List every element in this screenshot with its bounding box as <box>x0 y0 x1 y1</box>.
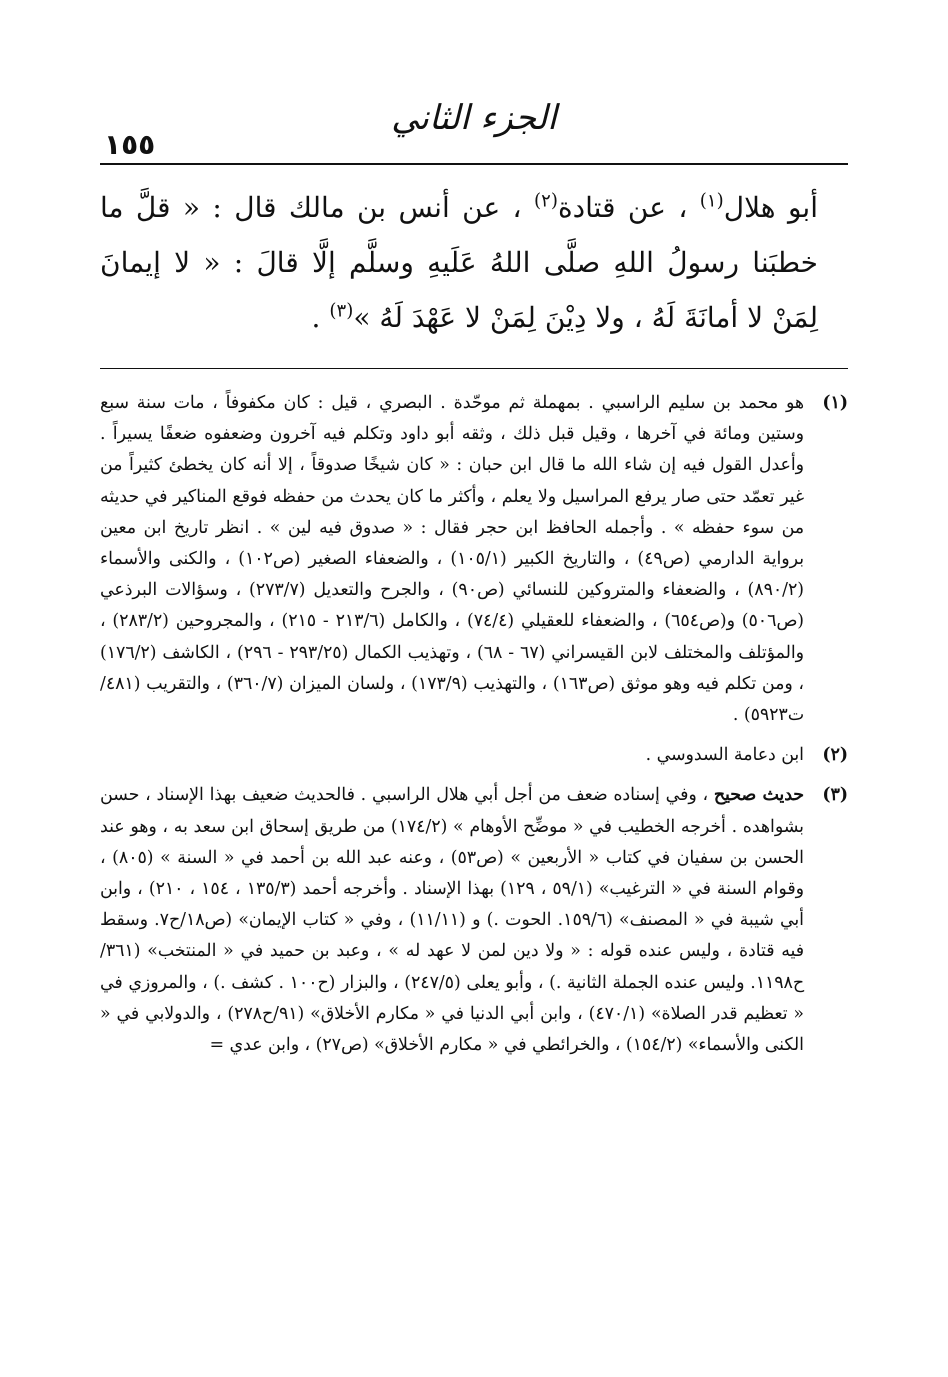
footnote-ref-1: (١) <box>699 190 724 212</box>
footnote-text <box>100 740 804 771</box>
footnote-3 <box>100 780 848 1061</box>
footnote-ref-3: (٣) <box>329 300 354 322</box>
main-text <box>100 180 818 345</box>
footnote-divider <box>100 368 848 369</box>
main-text-part-4: . <box>311 301 330 334</box>
footnote-2 <box>100 740 848 771</box>
header-divider <box>100 163 848 165</box>
footnote-number: (٣) <box>822 785 848 806</box>
footnote-grade: حديث صحيح <box>713 785 804 806</box>
footnote-body: ابن دعامة السدوسي . <box>645 745 804 766</box>
footnote-1 <box>100 388 848 731</box>
footnote-text <box>100 780 804 1061</box>
main-text-part-2: ، عن قتادة <box>558 191 700 224</box>
footnote-text <box>100 388 804 731</box>
page-header <box>100 98 848 168</box>
running-title: الجزء الثاني <box>391 98 557 138</box>
footnote-ref-2: (٢) <box>534 190 558 212</box>
main-text-part-3: ، عن أنس بن مالك قال : « قلَّ ما خطبَنا رسولُ اللهِ صلَّى اللهُ عَلَيهِ وسلَّم إلَّا قالَ : « لا إيمانَ لِمَنْ لا أمانَةَ لَهُ ، ولا دِيْنَ لِمَنْ لا عَهْدَ لَهُ » <box>100 191 818 334</box>
main-text-part-1: أبو هلال <box>723 191 818 224</box>
page-number: ١٥٥ <box>104 128 156 161</box>
footnote-body: ، وفي إسناده ضعف من أجل أبي هلال الراسبي . فالحديث ضعيف بهذا الإسناد ، حسن بشواهده . أخرجه الخطيب في « موضِّح الأوهام » (١٧٤/٢) من طريق إسحاق ابن سعد به ، وهو عند الحسن بن سفيان في كتاب « الأربعين » (ص٥٣) ، وعنه عبد الله بن أحمد في « السنة » (٨٠٥) ، وقوام السنة في « الترغيب» (٥٩/١ ، ١٢٩) بهذا الإسناد . وأخرجه أحمد (١٣٥/٣ ، ١٥٤ ، ٢١٠) ، وابن أبي شيبة في « المصنف» (١٥٩/٦. الحوت .) و (١١/١١) ، وفي « كتاب الإيمان» (ص١٨/ح٧. وسقط فيه قتادة ، وليس عنده قوله : « ولا دين لمن لا عهد له » ، وعبد بن حميد في « المنتخب» (٣٦١/ح١١٩٨. وليس عنده الجملة الثانية .) ، وأبو يعلى (٢٤٧/٥) ، والبزار (ح١٠٠ . كشف .) ، والمروزي في « تعظيم قدر الصلاة» (٤٧٠/١) ، وابن أبي الدنيا في « مكارم الأخلاق» (٩١/ح٢٧٨) ، والدولابي في « الكنى والأسماء» (١٥٤/٢) ، والخرائطي في « مكارم الأخلاق» (ص٢٧) ، وابن عدي = <box>100 785 804 1056</box>
footnote-body: هو محمد بن سليم الراسبي . بمهملة ثم موحّدة . البصري ، قيل : كان مكفوفاً ، مات سنة سبع وستين ومائة في آخرها ، وقيل قبل ذلك ، وثقه أبو داود وتكلم فيه آخرون وضعفوه ضعفًا يسيراً . وأعدل القول فيه إن شاء الله ما قال ابن حبان : « كان شيخًا صدوقاً ، إلا أنه كان يخطئ كثيراً من غير تعمّد حتى صار يرفع المراسيل ولا يعلم ، وأكثر ما كان يحدث من حفظه فوقع المناكير في حديثه من سوء حفظه » . وأجمله الحافظ ابن حجر فقال : « صدوق فيه لين » . انظر تاريخ ابن معين برواية الدارمي (ص٤٩) ، والتاريخ الكبير (١٠٥/١) ، والضعفاء الصغير (ص١٠٢) ، والكنى والأسماء (٨٩٠/٢) ، والضعفاء والمتروكين للنسائي (ص٩٠) ، والجرح والتعديل (٢٧٣/٧) ، وسؤالات البرذعي (ص٥٠٦) و(ص٦٥٤) ، والضعفاء للعقيلي (٧٤/٤) ، والكامل (٢١٣/٦ - ٢١٥) ، والمجروحين (٢٨٣/٢) ، والمؤتلف والمختلف لابن القيسراني (٦٧ - ٦٨) ، وتهذيب الكمال (٢٩٣/٢٥ - ٢٩٦) ، الكاشف (١٧٦/٢) ، ومن تكلم فيه وهو موثق (ص١٦٣) ، والتهذيب (١٧٣/٩) ، ولسان الميزان (٣٦٠/٧) ، والتقريب (٤٨١/ت٥٩٢٣) . <box>100 393 804 726</box>
footnote-number: (٢) <box>822 745 848 766</box>
footnotes <box>100 388 848 1070</box>
hadith-paragraph <box>100 180 818 345</box>
footnote-number: (١) <box>822 393 848 413</box>
